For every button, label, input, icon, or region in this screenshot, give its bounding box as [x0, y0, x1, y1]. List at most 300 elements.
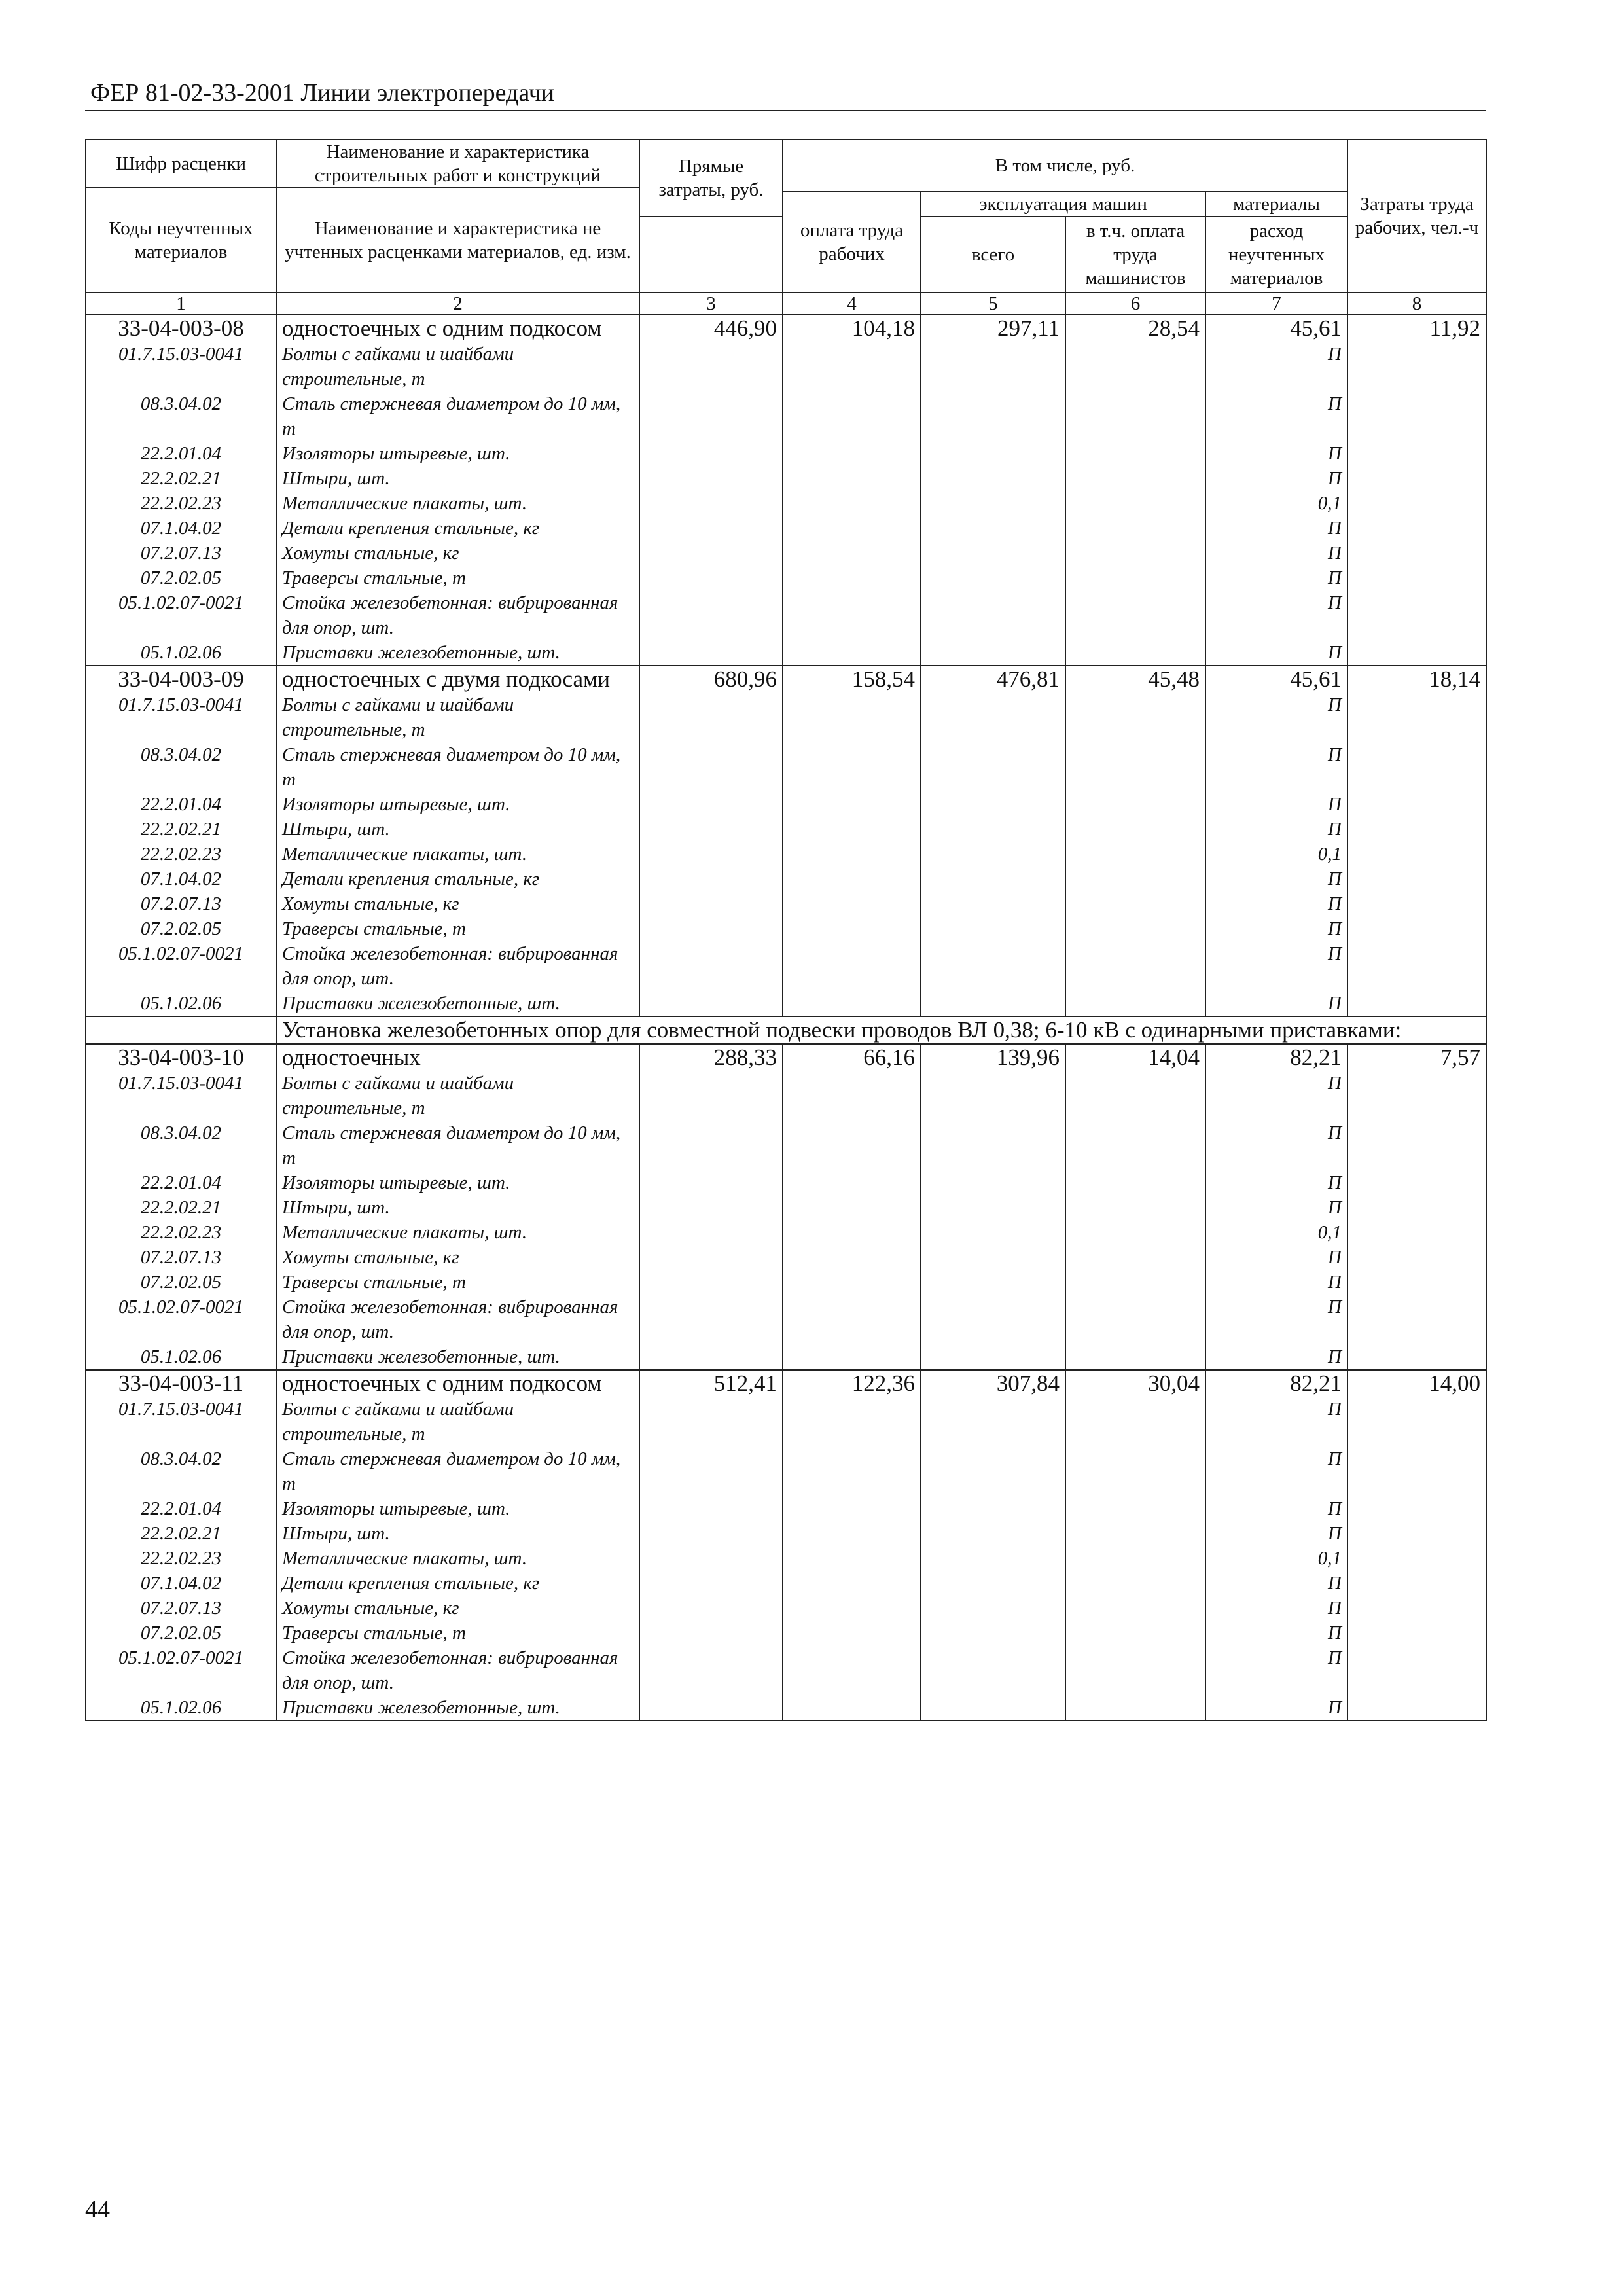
table-body	[86, 315, 1486, 1721]
empty-cell	[1347, 1546, 1486, 1571]
empty-cell	[1065, 867, 1205, 891]
empty-cell	[1065, 516, 1205, 541]
material-consumption: П	[1205, 991, 1347, 1016]
rates-table	[85, 139, 1487, 1721]
empty-cell	[783, 1170, 921, 1195]
empty-cell	[1347, 742, 1486, 792]
material-row	[86, 1621, 1486, 1645]
empty-cell	[1347, 516, 1486, 541]
material-name: Штыри, шт.	[276, 1195, 639, 1220]
empty-cell	[1347, 1270, 1486, 1295]
direct-costs: 446,90	[639, 315, 783, 342]
material-consumption: П	[1205, 941, 1347, 991]
material-row	[86, 792, 1486, 817]
empty-cell	[1347, 466, 1486, 491]
material-row	[86, 817, 1486, 842]
empty-cell	[1065, 1170, 1205, 1195]
rate-row	[86, 1370, 1486, 1397]
material-consumption: 0,1	[1205, 491, 1347, 516]
material-name: Приставки железобетонные, шт.	[276, 1695, 639, 1721]
material-consumption: П	[1205, 692, 1347, 742]
material-consumption: П	[1205, 1295, 1347, 1344]
material-row	[86, 466, 1486, 491]
empty-cell	[783, 391, 921, 441]
worker-wages: 158,54	[783, 666, 921, 692]
empty-cell	[1347, 1170, 1486, 1195]
column-numbers-row	[86, 293, 1486, 315]
empty-cell	[639, 1645, 783, 1695]
empty-cell	[921, 1546, 1065, 1571]
material-consumption: П	[1205, 742, 1347, 792]
material-code: 05.1.02.06	[86, 640, 276, 666]
material-code: 05.1.02.07-0021	[86, 590, 276, 640]
empty-cell	[1065, 1621, 1205, 1645]
material-name: Детали крепления стальные, кг	[276, 516, 639, 541]
material-row	[86, 742, 1486, 792]
worker-wages: 66,16	[783, 1044, 921, 1071]
material-row	[86, 590, 1486, 640]
material-row	[86, 1071, 1486, 1121]
material-code: 07.2.07.13	[86, 1245, 276, 1270]
empty-cell	[921, 867, 1065, 891]
material-name: Хомуты стальные, кг	[276, 541, 639, 565]
empty-cell	[783, 1446, 921, 1496]
empty-cell	[1065, 1245, 1205, 1270]
empty-cell	[1065, 941, 1205, 991]
material-consumption: П	[1205, 867, 1347, 891]
material-row	[86, 516, 1486, 541]
empty-cell	[1065, 640, 1205, 666]
material-name: Хомуты стальные, кг	[276, 1596, 639, 1621]
material-row	[86, 1571, 1486, 1596]
empty-cell	[783, 867, 921, 891]
material-consumption: П	[1205, 1121, 1347, 1170]
header-materials-consumption: расход неучтенных материалов	[1205, 217, 1347, 293]
material-code: 08.3.04.02	[86, 742, 276, 792]
machinist-wages: 30,04	[1065, 1370, 1205, 1397]
empty-cell	[921, 1621, 1065, 1645]
material-code: 05.1.02.06	[86, 1344, 276, 1370]
header-name-bottom: Наименование и характеристика не учтенных расценками материалов, ед. изм.	[276, 188, 639, 293]
empty-cell	[921, 692, 1065, 742]
material-name: Детали крепления стальные, кг	[276, 867, 639, 891]
material-name: Металлические плакаты, шт.	[276, 1546, 639, 1571]
empty-cell	[921, 1596, 1065, 1621]
material-consumption: П	[1205, 1446, 1347, 1496]
material-consumption: П	[1205, 1170, 1347, 1195]
empty-cell	[921, 441, 1065, 466]
material-code: 05.1.02.06	[86, 1695, 276, 1721]
empty-cell	[783, 1344, 921, 1370]
empty-cell	[639, 891, 783, 916]
empty-cell	[783, 891, 921, 916]
empty-cell	[921, 1571, 1065, 1596]
empty-cell	[1347, 1195, 1486, 1220]
empty-cell	[639, 1270, 783, 1295]
section-heading-row	[86, 1016, 1486, 1044]
empty-cell	[921, 991, 1065, 1016]
empty-cell	[1065, 1496, 1205, 1521]
empty-cell	[921, 1344, 1065, 1370]
material-name: Траверсы стальные, т	[276, 916, 639, 941]
empty-cell	[1065, 590, 1205, 640]
material-code: 22.2.01.04	[86, 1496, 276, 1521]
empty-cell	[783, 1571, 921, 1596]
column-number: 1	[86, 293, 276, 315]
material-name: Штыри, шт.	[276, 817, 639, 842]
empty-cell	[639, 817, 783, 842]
header-labor-costs: Затраты труда рабочих, чел.-ч	[1347, 139, 1486, 293]
empty-cell	[639, 692, 783, 742]
material-consumption: П	[1205, 817, 1347, 842]
empty-cell	[1065, 916, 1205, 941]
empty-cell	[639, 1496, 783, 1521]
empty-cell	[1347, 441, 1486, 466]
material-code: 07.2.07.13	[86, 891, 276, 916]
machines-total: 476,81	[921, 666, 1065, 692]
material-consumption: П	[1205, 391, 1347, 441]
direct-costs: 288,33	[639, 1044, 783, 1071]
material-consumption: П	[1205, 1270, 1347, 1295]
material-name: Стойка железобетонная: вибрированная для опор, шт.	[276, 590, 639, 640]
empty-cell	[921, 466, 1065, 491]
material-code: 07.2.02.05	[86, 916, 276, 941]
empty-cell	[1065, 891, 1205, 916]
empty-cell	[921, 1397, 1065, 1446]
column-number: 7	[1205, 293, 1347, 315]
material-row	[86, 1496, 1486, 1521]
material-row	[86, 1546, 1486, 1571]
empty-cell	[639, 516, 783, 541]
column-number: 2	[276, 293, 639, 315]
material-code: 07.2.07.13	[86, 1596, 276, 1621]
material-code: 07.2.02.05	[86, 1270, 276, 1295]
empty-cell	[921, 1521, 1065, 1546]
empty-cell	[921, 541, 1065, 565]
empty-cell	[639, 1695, 783, 1721]
material-consumption: П	[1205, 1621, 1347, 1645]
empty-cell	[1347, 891, 1486, 916]
material-code: 22.2.02.21	[86, 1521, 276, 1546]
empty-cell	[783, 1295, 921, 1344]
header-code-top: Шифр расценки	[86, 139, 276, 188]
rate-row	[86, 315, 1486, 342]
empty-cell	[783, 1621, 921, 1645]
empty-cell	[783, 640, 921, 666]
material-code: 07.2.02.05	[86, 565, 276, 590]
empty-cell	[783, 1397, 921, 1446]
material-code: 22.2.02.21	[86, 466, 276, 491]
empty-cell	[1347, 1645, 1486, 1695]
empty-cell	[1347, 391, 1486, 441]
material-name: Штыри, шт.	[276, 466, 639, 491]
rate-code: 33-04-003-10	[86, 1044, 276, 1071]
material-code: 05.1.02.07-0021	[86, 1645, 276, 1695]
material-name: Сталь стержневая диаметром до 10 мм, т	[276, 1121, 639, 1170]
empty-cell	[783, 1645, 921, 1695]
empty-cell	[783, 1521, 921, 1546]
material-row	[86, 541, 1486, 565]
empty-cell	[1065, 491, 1205, 516]
direct-costs: 512,41	[639, 1370, 783, 1397]
empty-cell	[639, 1621, 783, 1645]
empty-cell	[921, 742, 1065, 792]
material-row	[86, 640, 1486, 666]
empty-cell	[1347, 1121, 1486, 1170]
material-name: Металлические плакаты, шт.	[276, 842, 639, 867]
empty-cell	[639, 1344, 783, 1370]
empty-cell	[1347, 342, 1486, 391]
empty-cell	[639, 565, 783, 590]
material-row	[86, 1295, 1486, 1344]
empty-cell	[639, 1220, 783, 1245]
empty-cell	[783, 817, 921, 842]
material-consumption: П	[1205, 891, 1347, 916]
empty-cell	[783, 792, 921, 817]
material-consumption: П	[1205, 1496, 1347, 1521]
material-consumption: П	[1205, 590, 1347, 640]
empty-cell	[921, 1645, 1065, 1695]
material-row	[86, 1245, 1486, 1270]
empty-cell	[1347, 817, 1486, 842]
material-consumption: П	[1205, 1571, 1347, 1596]
empty-cell	[1065, 692, 1205, 742]
material-code: 01.7.15.03-0041	[86, 1397, 276, 1446]
empty-cell	[639, 1121, 783, 1170]
material-name: Приставки железобетонные, шт.	[276, 1344, 639, 1370]
material-row	[86, 891, 1486, 916]
empty-cell	[783, 692, 921, 742]
empty-cell	[783, 342, 921, 391]
table-header	[86, 139, 1486, 315]
material-name: Изоляторы штыревые, шт.	[276, 1496, 639, 1521]
empty-cell	[1347, 792, 1486, 817]
material-name: Хомуты стальные, кг	[276, 1245, 639, 1270]
material-name: Болты с гайками и шайбами строительные, т	[276, 1071, 639, 1121]
empty-cell	[1347, 640, 1486, 666]
material-code: 07.1.04.02	[86, 867, 276, 891]
material-consumption: 0,1	[1205, 842, 1347, 867]
material-name: Изоляторы штыревые, шт.	[276, 441, 639, 466]
header-name-top: Наименование и характеристика строительных работ и конструкций	[276, 139, 639, 188]
material-row	[86, 916, 1486, 941]
empty-cell	[639, 541, 783, 565]
empty-cell	[1065, 842, 1205, 867]
material-name: Хомуты стальные, кг	[276, 891, 639, 916]
column-number: 6	[1065, 293, 1205, 315]
empty-cell	[783, 590, 921, 640]
empty-cell	[921, 1071, 1065, 1121]
section-heading: Установка железобетонных опор для совместной подвески проводов ВЛ 0,38; 6-10 кВ с одинарными приставками:	[276, 1016, 1486, 1044]
empty-cell	[1065, 565, 1205, 590]
material-name: Болты с гайками и шайбами строительные, т	[276, 342, 639, 391]
material-code: 07.2.07.13	[86, 541, 276, 565]
material-code: 05.1.02.07-0021	[86, 941, 276, 991]
empty-cell	[1347, 1571, 1486, 1596]
empty-cell	[1347, 1295, 1486, 1344]
material-name: Болты с гайками и шайбами строительные, т	[276, 692, 639, 742]
empty-cell	[783, 1071, 921, 1121]
empty-cell	[783, 441, 921, 466]
empty-cell	[1065, 792, 1205, 817]
empty-cell	[1347, 1596, 1486, 1621]
material-name: Траверсы стальные, т	[276, 1621, 639, 1645]
material-row	[86, 1220, 1486, 1245]
material-row	[86, 1645, 1486, 1695]
empty-cell	[921, 891, 1065, 916]
material-code: 22.2.01.04	[86, 1170, 276, 1195]
header-direct-costs-cont	[639, 217, 783, 293]
material-consumption: П	[1205, 792, 1347, 817]
material-consumption: П	[1205, 1071, 1347, 1121]
machinist-wages: 28,54	[1065, 315, 1205, 342]
material-consumption: П	[1205, 1195, 1347, 1220]
labor-costs: 18,14	[1347, 666, 1486, 692]
empty-cell	[639, 1071, 783, 1121]
empty-cell	[921, 391, 1065, 441]
document-title: ФЕР 81-02-33-2001 Линии электропередачи	[90, 79, 555, 107]
material-code: 08.3.04.02	[86, 1121, 276, 1170]
empty-cell	[783, 1596, 921, 1621]
empty-cell	[921, 1170, 1065, 1195]
rate-code: 33-04-003-08	[86, 315, 276, 342]
machinist-wages: 45,48	[1065, 666, 1205, 692]
material-row	[86, 991, 1486, 1016]
material-code: 22.2.01.04	[86, 792, 276, 817]
empty-cell	[783, 491, 921, 516]
labor-costs: 11,92	[1347, 315, 1486, 342]
material-code: 07.2.02.05	[86, 1621, 276, 1645]
empty-cell	[783, 1695, 921, 1721]
header-code-bottom: Коды неучтенных материалов	[86, 188, 276, 293]
empty-cell	[783, 941, 921, 991]
worker-wages: 104,18	[783, 315, 921, 342]
empty-cell	[1347, 867, 1486, 891]
empty-cell	[1065, 1121, 1205, 1170]
empty-cell	[1347, 1071, 1486, 1121]
empty-cell	[639, 1521, 783, 1546]
empty-cell	[1065, 1220, 1205, 1245]
empty-cell	[639, 792, 783, 817]
empty-cell	[639, 1596, 783, 1621]
empty-cell	[639, 1397, 783, 1446]
material-row	[86, 692, 1486, 742]
empty-cell	[1065, 1571, 1205, 1596]
rate-name: одностоечных с одним подкосом	[276, 1370, 639, 1397]
empty-cell	[1347, 1245, 1486, 1270]
material-name: Штыри, шт.	[276, 1521, 639, 1546]
empty-cell	[639, 640, 783, 666]
material-row	[86, 342, 1486, 391]
empty-cell	[1347, 1397, 1486, 1446]
empty-cell	[1065, 817, 1205, 842]
empty-cell	[1065, 441, 1205, 466]
material-code: 22.2.01.04	[86, 441, 276, 466]
page-number: 44	[85, 2196, 110, 2223]
empty-cell	[1347, 491, 1486, 516]
material-row	[86, 1596, 1486, 1621]
column-number: 3	[639, 293, 783, 315]
material-row	[86, 1270, 1486, 1295]
empty-cell	[639, 491, 783, 516]
empty-cell	[1065, 991, 1205, 1016]
empty-cell	[1347, 916, 1486, 941]
empty-cell	[639, 1546, 783, 1571]
empty-cell	[639, 1170, 783, 1195]
material-consumption: П	[1205, 342, 1347, 391]
empty-cell	[639, 991, 783, 1016]
empty-cell	[783, 742, 921, 792]
material-row	[86, 941, 1486, 991]
empty-cell	[1065, 1397, 1205, 1446]
empty-cell	[1065, 1195, 1205, 1220]
material-code: 22.2.02.23	[86, 1546, 276, 1571]
empty-cell	[1065, 742, 1205, 792]
header-machines-total: всего	[921, 217, 1065, 293]
empty-cell	[783, 1245, 921, 1270]
material-name: Стойка железобетонная: вибрированная для опор, шт.	[276, 941, 639, 991]
empty-cell	[639, 867, 783, 891]
empty-cell	[783, 991, 921, 1016]
material-code: 08.3.04.02	[86, 1446, 276, 1496]
material-code: 01.7.15.03-0041	[86, 342, 276, 391]
empty-cell	[783, 541, 921, 565]
empty-cell	[1065, 541, 1205, 565]
empty-cell	[783, 1195, 921, 1220]
empty-cell	[1347, 1521, 1486, 1546]
material-name: Металлические плакаты, шт.	[276, 1220, 639, 1245]
material-code: 22.2.02.21	[86, 817, 276, 842]
empty-cell	[783, 842, 921, 867]
material-consumption: П	[1205, 640, 1347, 666]
material-code: 07.1.04.02	[86, 1571, 276, 1596]
empty-cell	[1065, 466, 1205, 491]
empty-cell	[639, 941, 783, 991]
empty-cell	[1065, 1344, 1205, 1370]
empty-cell	[921, 590, 1065, 640]
materials-cost: 45,61	[1205, 315, 1347, 342]
material-name: Приставки железобетонные, шт.	[276, 640, 639, 666]
rate-code: 33-04-003-11	[86, 1370, 276, 1397]
empty-cell	[1347, 842, 1486, 867]
material-code: 22.2.02.23	[86, 491, 276, 516]
labor-costs: 14,00	[1347, 1370, 1486, 1397]
material-code: 05.1.02.07-0021	[86, 1295, 276, 1344]
empty-cell	[783, 565, 921, 590]
header-direct-costs: Прямые затраты, руб.	[639, 139, 783, 217]
material-name: Изоляторы штыревые, шт.	[276, 1170, 639, 1195]
empty-cell	[639, 916, 783, 941]
empty-cell	[639, 466, 783, 491]
header-including: В том числе, руб.	[783, 139, 1347, 192]
material-code: 08.3.04.02	[86, 391, 276, 441]
material-name: Изоляторы штыревые, шт.	[276, 792, 639, 817]
material-code: 01.7.15.03-0041	[86, 692, 276, 742]
empty-cell	[921, 1270, 1065, 1295]
empty-cell	[1065, 1695, 1205, 1721]
header-machines-wages: в т.ч. оплата труда машинистов	[1065, 217, 1205, 293]
empty-cell	[921, 1220, 1065, 1245]
empty-cell	[1065, 1645, 1205, 1695]
empty-cell	[921, 792, 1065, 817]
material-consumption: П	[1205, 1245, 1347, 1270]
empty-cell	[783, 916, 921, 941]
empty-cell	[1065, 1546, 1205, 1571]
empty-cell	[639, 391, 783, 441]
material-name: Болты с гайками и шайбами строительные, т	[276, 1397, 639, 1446]
empty-cell	[783, 1121, 921, 1170]
material-name: Сталь стержневая диаметром до 10 мм, т	[276, 1446, 639, 1496]
